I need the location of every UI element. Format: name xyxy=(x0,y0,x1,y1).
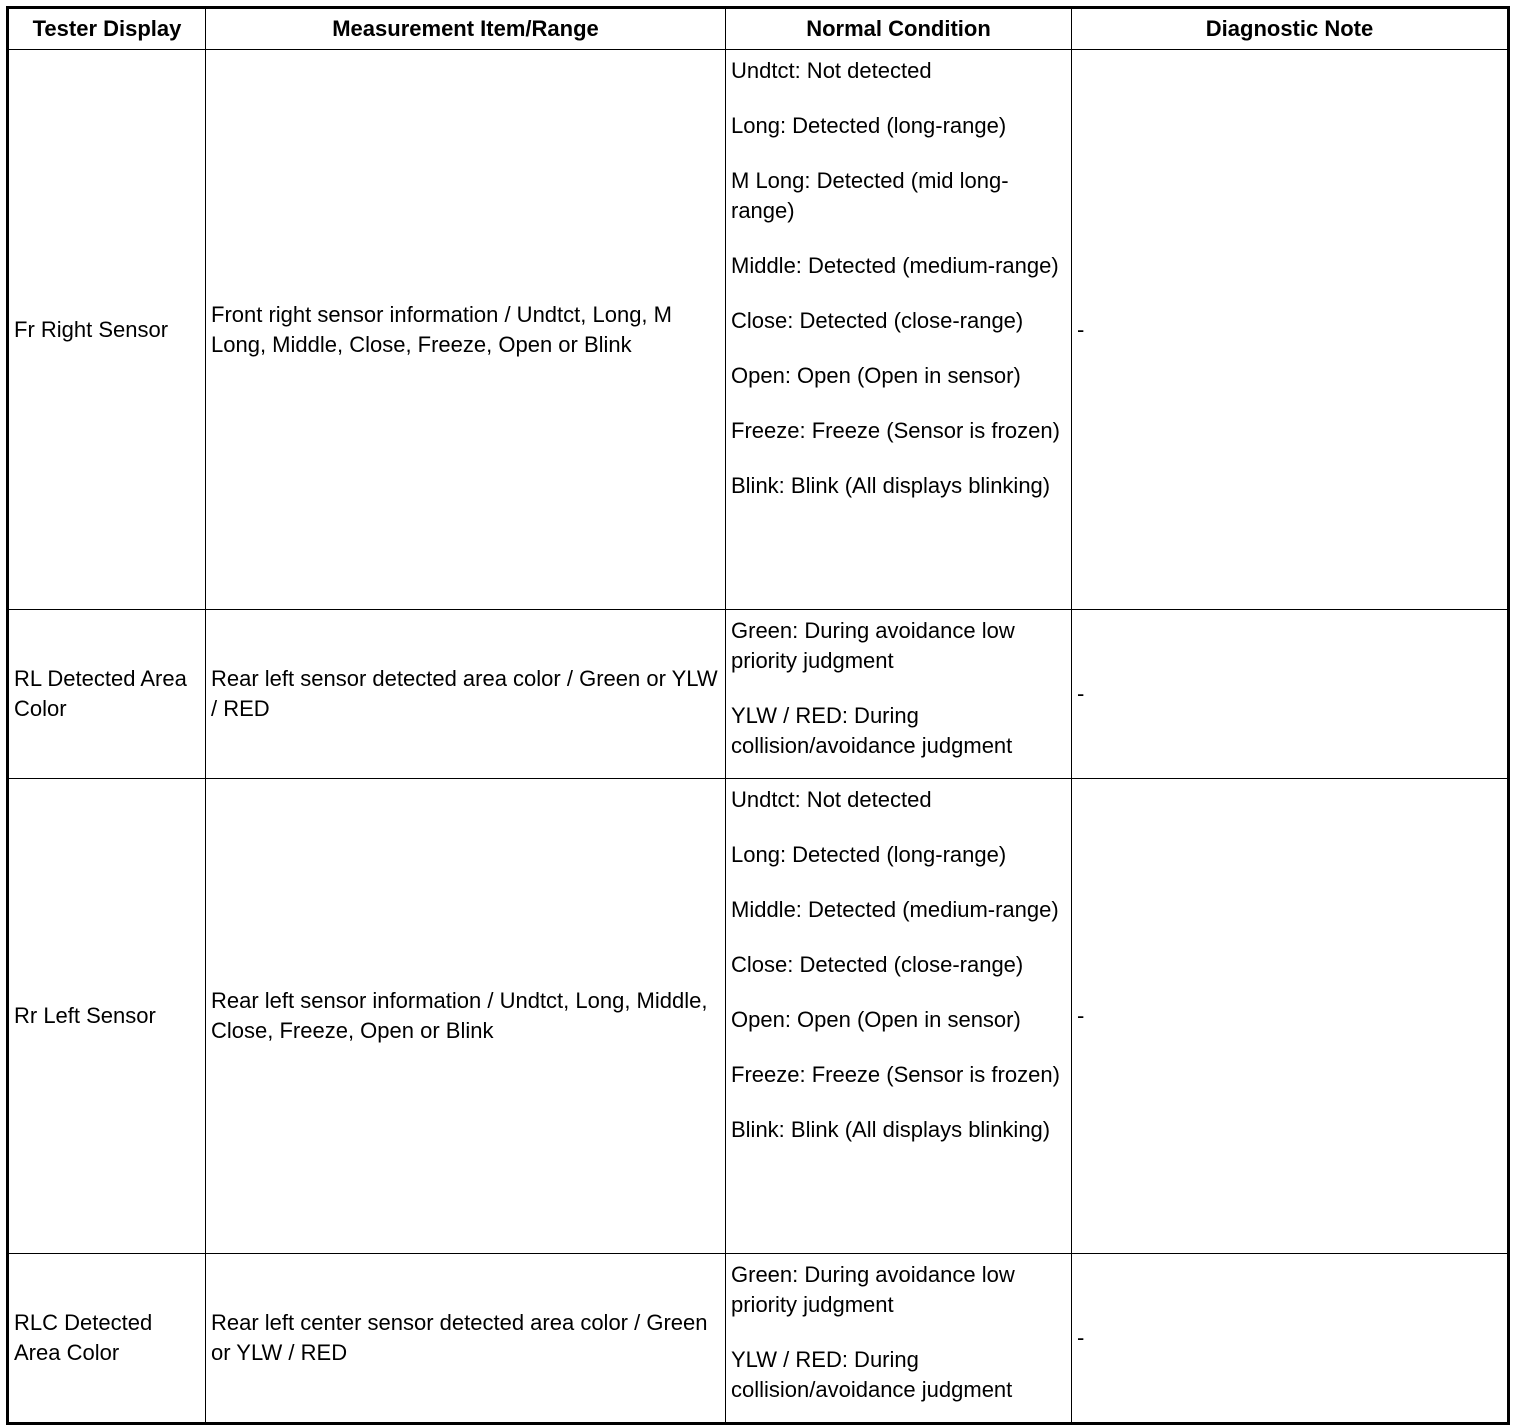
header-diagnostic-note: Diagnostic Note xyxy=(1072,8,1509,50)
condition-item: Open: Open (Open in sensor) xyxy=(731,363,1021,388)
diagnostic-note-cell: - xyxy=(1072,610,1509,779)
table-row xyxy=(8,610,1509,779)
condition-item: Freeze: Freeze (Sensor is frozen) xyxy=(731,418,1060,443)
header-normal-condition: Normal Condition xyxy=(726,8,1072,50)
tester-display-cell: RLC Detected Area Color xyxy=(8,1254,206,1424)
diagnostic-note-cell: - xyxy=(1072,1254,1509,1424)
condition-item: Long: Detected (long-range) xyxy=(731,113,1007,138)
tester-display-cell: Rr Left Sensor xyxy=(8,779,206,1254)
table-row xyxy=(8,50,1509,610)
condition-item: Green: During avoidance low priority judgment xyxy=(731,618,1015,673)
condition-item: Open: Open (Open in sensor) xyxy=(731,1007,1021,1032)
table-row xyxy=(8,779,1509,1254)
condition-item: Green: During avoidance low priority judgment xyxy=(731,1262,1015,1317)
condition-item: M Long: Detected (mid long-range) xyxy=(731,168,1009,223)
normal-condition-cell xyxy=(726,779,1072,1254)
measurement-cell: Rear left center sensor detected area color / Green or YLW / RED xyxy=(206,1254,726,1424)
condition-item: YLW / RED: During collision/avoidance judgment xyxy=(731,703,1013,758)
condition-item: Middle: Detected (medium-range) xyxy=(731,253,1059,278)
diagnostic-note-cell: - xyxy=(1072,779,1509,1254)
condition-item: Close: Detected (close-range) xyxy=(731,952,1024,977)
measurement-cell: Rear left sensor information / Undtct, Long, Middle, Close, Freeze, Open or Blink xyxy=(206,779,726,1254)
condition-item: Undtct: Not detected xyxy=(731,787,932,812)
tester-display-cell: RL Detected Area Color xyxy=(8,610,206,779)
table-row xyxy=(8,1254,1509,1424)
tester-display-cell: Fr Right Sensor xyxy=(8,50,206,610)
normal-condition-cell xyxy=(726,610,1072,779)
condition-item: Blink: Blink (All displays blinking) xyxy=(731,473,1051,498)
header-tester-display: Tester Display xyxy=(8,8,206,50)
condition-item: Long: Detected (long-range) xyxy=(731,842,1007,867)
normal-condition-cell xyxy=(726,50,1072,610)
diagnostic-data-table xyxy=(6,6,1510,1425)
measurement-cell: Rear left sensor detected area color / Green or YLW / RED xyxy=(206,610,726,779)
condition-item: YLW / RED: During collision/avoidance judgment xyxy=(731,1347,1013,1402)
measurement-cell: Front right sensor information / Undtct, Long, M Long, Middle, Close, Freeze, Open or Blink xyxy=(206,50,726,610)
diagnostic-note-cell: - xyxy=(1072,50,1509,610)
condition-item: Blink: Blink (All displays blinking) xyxy=(731,1117,1051,1142)
condition-item: Middle: Detected (medium-range) xyxy=(731,897,1059,922)
header-measurement-item-range: Measurement Item/Range xyxy=(206,8,726,50)
condition-item: Close: Detected (close-range) xyxy=(731,308,1024,333)
normal-condition-cell xyxy=(726,1254,1072,1424)
condition-item: Freeze: Freeze (Sensor is frozen) xyxy=(731,1062,1060,1087)
header-row xyxy=(8,8,1509,50)
condition-item: Undtct: Not detected xyxy=(731,58,932,83)
